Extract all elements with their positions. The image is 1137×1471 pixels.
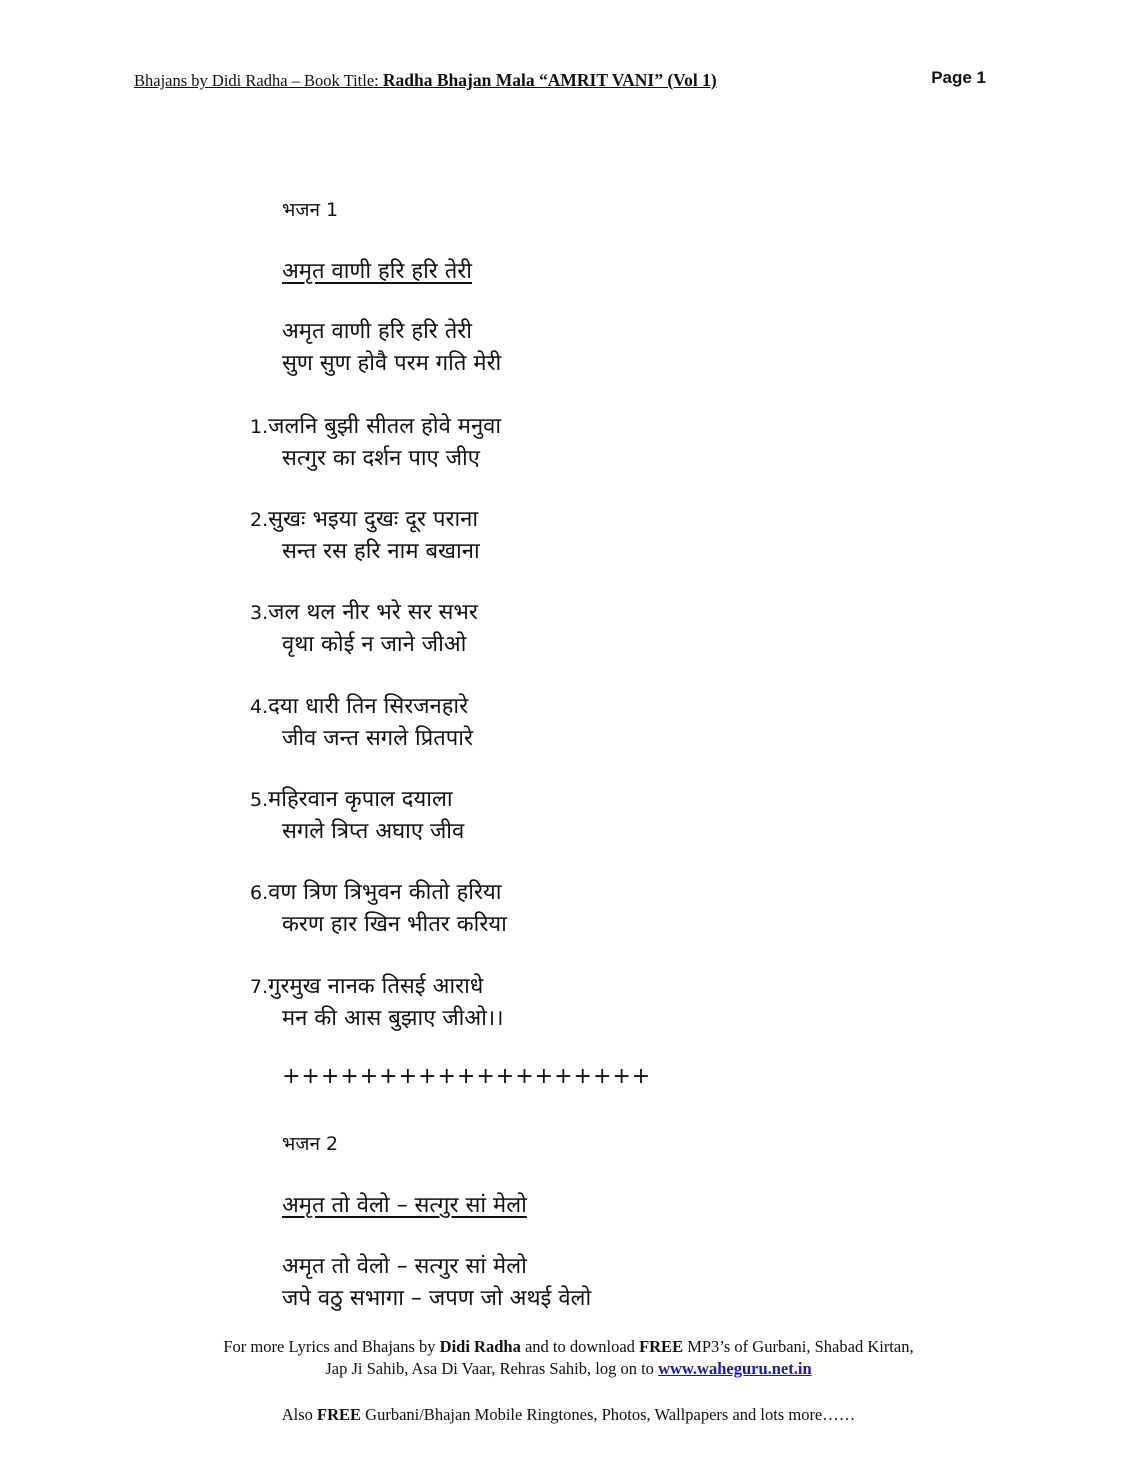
footer-free: FREE xyxy=(639,1337,684,1356)
verse-number: 3. xyxy=(250,602,269,624)
verse-4-line-2: जीव जन्त सगले प्रितपारे xyxy=(282,726,473,751)
footer-text: Jap Ji Sahib, Asa Di Vaar, Rehras Sahib, log on to xyxy=(325,1359,659,1378)
verse-text: जलनि बुझी सीतल होवे मनुवा xyxy=(268,414,502,439)
footer-line-2 xyxy=(0,1358,1137,1380)
website-link[interactable]: www.waheguru.net.in xyxy=(658,1359,812,1378)
footer-text: For more Lyrics and Bhajans by xyxy=(223,1337,440,1356)
bhajan-2-title: अमृत तो वेलो – सत्गुर सां मेलो xyxy=(282,1193,527,1218)
bhajan-1-refrain-line-1: अमृत वाणी हरि हरि तेरी xyxy=(282,319,473,344)
verse-number: 7. xyxy=(250,976,269,998)
verse-4-line-1 xyxy=(250,690,468,720)
bhajan-1-heading: भजन 1 xyxy=(282,199,339,221)
verse-1-line-2: सत्गुर का दर्शन पाए जीए xyxy=(282,446,480,471)
verse-6-line-2: करण हार खिन भीतर करिया xyxy=(282,912,507,937)
verse-2-line-1 xyxy=(250,503,478,533)
verse-7-line-1 xyxy=(250,970,483,1000)
verse-number: 5. xyxy=(250,789,269,811)
verse-1-line-1 xyxy=(250,410,501,440)
section-separator: +++++++++++++++++++ xyxy=(282,1064,652,1089)
verse-3-line-1 xyxy=(250,596,478,626)
footer-text: Gurbani/Bhajan Mobile Ringtones, Photos, Wallpapers and lots more…… xyxy=(361,1405,856,1424)
verse-2-line-2: सन्त रस हरि नाम बखाना xyxy=(282,539,480,564)
verse-text: दया धारी तिन सिरजनहारे xyxy=(268,694,469,719)
verse-6-line-1 xyxy=(250,876,501,906)
verse-text: वण त्रिण त्रिभुवन कीतो हरिया xyxy=(268,880,502,905)
verse-number: 6. xyxy=(250,882,269,904)
bhajan-2-refrain-line-1: अमृत तो वेलो – सत्गुर सां मेलो xyxy=(282,1254,527,1279)
bhajan-1-title: अमृत वाणी हरि हरि तेरी xyxy=(282,259,473,284)
bhajan-2-heading: भजन 2 xyxy=(282,1133,339,1155)
footer-line-1 xyxy=(0,1336,1137,1358)
verse-3-line-2: वृथा कोई न जाने जीओ xyxy=(282,632,467,657)
verse-5-line-1 xyxy=(250,783,453,813)
verse-number: 1. xyxy=(250,416,269,438)
page-footer xyxy=(0,1336,1137,1426)
verse-text: महिरवान कृपाल दयाला xyxy=(268,787,453,812)
verse-number: 4. xyxy=(250,696,269,718)
footer-text: MP3’s of Gurbani, Shabad Kirtan, xyxy=(683,1337,914,1356)
footer-text: Also xyxy=(281,1405,318,1424)
bhajan-2-refrain-line-2: जपे वठु सभागा – जपण जो अथई वेलो xyxy=(282,1286,592,1311)
verse-7-line-2: मन की आस बुझाए जीओ।। xyxy=(282,1006,504,1031)
verse-text: गुरमुख नानक तिसई आराधे xyxy=(268,974,484,999)
page-number: Page 1 xyxy=(931,68,986,87)
footer-line-3 xyxy=(0,1404,1137,1426)
footer-text: and to download xyxy=(520,1337,640,1356)
footer-author: Didi Radha xyxy=(439,1337,521,1356)
verse-text: सुखः भइया दुखः दूर पराना xyxy=(268,507,479,532)
bhajan-1-refrain-line-2: सुण सुण होवै परम गति मेरी xyxy=(282,351,502,376)
verse-number: 2. xyxy=(250,509,269,531)
book-title: Radha Bhajan Mala “AMRIT VANI” (Vol 1) xyxy=(382,70,717,90)
header-prefix: Bhajans by Didi Radha – Book Title: xyxy=(134,71,383,90)
footer-free: FREE xyxy=(317,1405,362,1424)
verse-text: जल थल नीर भरे सर सभर xyxy=(268,600,478,625)
verse-5-line-2: सगले त्रिप्त अघाए जीव xyxy=(282,819,465,844)
